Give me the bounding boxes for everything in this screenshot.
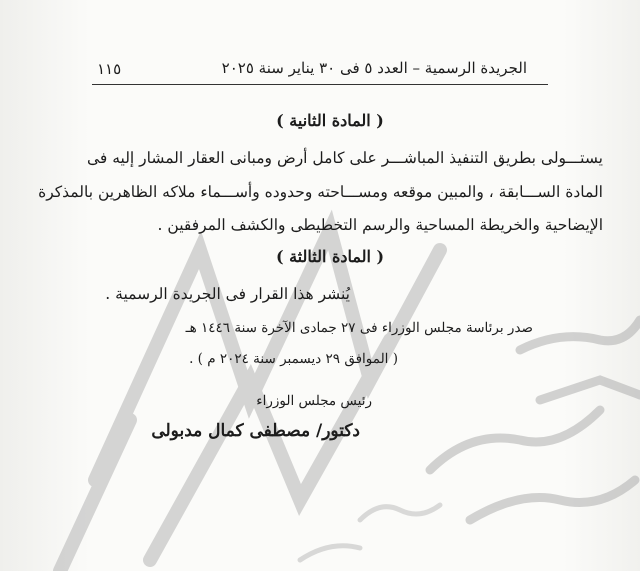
issued-date: صدر برئاسة مجلس الوزراء فى ٢٧ جمادى الآخرة سنة ١٤٤٦ هـ: [185, 320, 533, 336]
article-3-text: يُنشر هذا القرار فى الجريدة الرسمية .: [105, 285, 350, 303]
article-2-heading: ( المادة الثانية ): [276, 111, 384, 130]
article-2-line-1: يستـــولى بطريق التنفيذ المباشـــر على كامل أرض ومبانى العقار المشار إليه فى: [86, 149, 603, 167]
signatory-title: رئيس مجلس الوزراء: [256, 393, 372, 409]
signatory-name: دكتور/ مصطفى كمال مدبولى: [151, 421, 360, 441]
page-number: ١١٥: [97, 60, 122, 78]
article-2-line-2: المادة الســـابقة ، والمبين موقعه ومســـاحته وحدوده وأســـماء ملاكه الظاهرين بالمذكرة: [38, 183, 603, 201]
running-head: الجريدة الرسمية – العدد ٥ فى ٣٠ يناير سنة ٢٠٢٥: [221, 59, 527, 77]
header-rule: [92, 84, 548, 85]
gregorian-date: ( الموافق ٢٩ ديسمبر سنة ٢٠٢٤ م ) .: [189, 351, 398, 367]
article-2-line-3: الإيضاحية والخريطة المساحية والرسم التخطيطى والكشف المرفقين .: [157, 216, 603, 234]
article-3-heading: ( المادة الثالثة ): [275, 247, 385, 266]
